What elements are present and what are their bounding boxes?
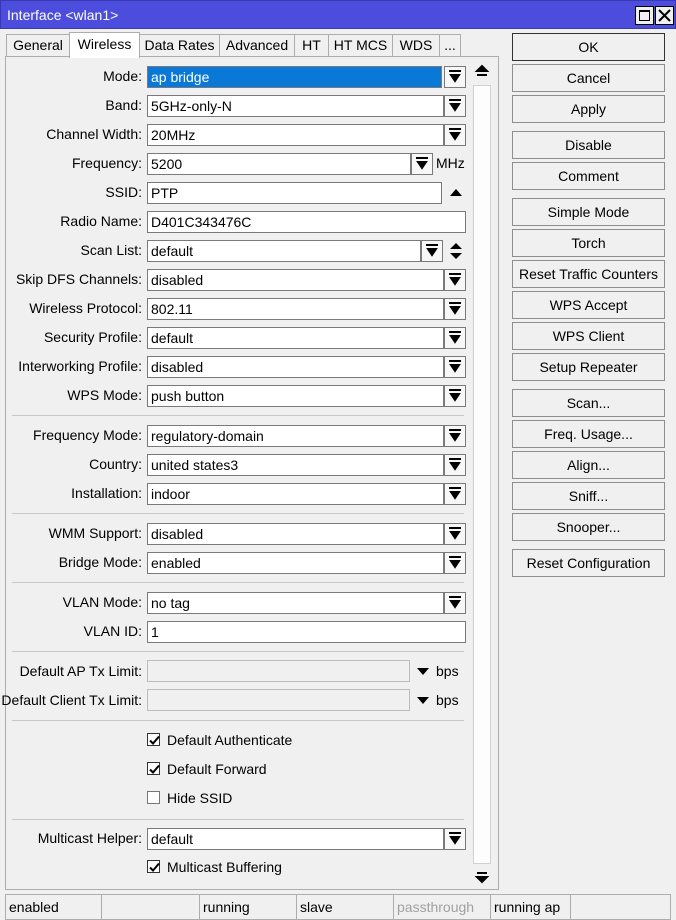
interworking-profile-dropdown-icon[interactable] — [444, 356, 466, 378]
band-select[interactable]: 5GHz-only-N — [147, 95, 444, 117]
ok-button[interactable]: OK — [512, 33, 665, 61]
skip-dfs-dropdown-icon[interactable] — [444, 269, 466, 291]
wmm-support-select[interactable]: disabled — [147, 523, 444, 545]
status-empty — [101, 894, 200, 920]
separator — [12, 720, 464, 721]
bridge-mode-select[interactable]: enabled — [147, 552, 444, 574]
default-forward-checkbox[interactable] — [147, 762, 160, 775]
interworking-profile-label: Interworking Profile: — [18, 358, 142, 374]
frequency-mode-label: Frequency Mode: — [33, 427, 142, 443]
wireless-protocol-label: Wireless Protocol: — [29, 300, 142, 316]
wps-mode-label: WPS Mode: — [67, 387, 142, 403]
status-slave: slave — [296, 894, 394, 920]
mode-label: Mode: — [103, 68, 142, 84]
freq-usage-button[interactable]: Freq. Usage... — [512, 420, 665, 448]
vlan-id-label: VLAN ID: — [83, 623, 142, 639]
hide-ssid-label: Hide SSID — [167, 790, 233, 806]
wps-accept-button[interactable]: WPS Accept — [512, 291, 665, 319]
multicast-helper-select[interactable]: default — [147, 828, 444, 850]
frequency-mode-dropdown-icon[interactable] — [444, 425, 466, 447]
bridge-mode-dropdown-icon[interactable] — [444, 552, 466, 574]
skip-dfs-label: Skip DFS Channels: — [15, 271, 142, 287]
wps-mode-select[interactable]: push button — [147, 385, 444, 407]
default-ap-tx-limit-input[interactable] — [147, 660, 410, 682]
mode-select[interactable]: ap bridge — [147, 66, 442, 88]
torch-button[interactable]: Torch — [512, 229, 665, 257]
default-ap-tx-limit-dropdown-icon[interactable] — [416, 665, 430, 679]
vlan-id-input[interactable]: 1 — [147, 621, 466, 643]
snooper-button[interactable]: Snooper... — [512, 513, 665, 541]
radio-name-input[interactable]: D401C343476C — [147, 211, 466, 233]
wps-mode-dropdown-icon[interactable] — [444, 385, 466, 407]
mode-dropdown-icon[interactable] — [444, 66, 466, 88]
default-client-tx-limit-dropdown-icon[interactable] — [416, 694, 430, 708]
multicast-buffering-checkbox[interactable] — [147, 860, 160, 873]
reset-traffic-counters-button[interactable]: Reset Traffic Counters — [512, 260, 665, 288]
installation-label: Installation: — [71, 485, 142, 501]
frequency-label: Frequency: — [71, 155, 142, 171]
radio-name-label: Radio Name: — [60, 213, 142, 229]
status-running-ap: running ap — [490, 894, 571, 920]
channel-width-select[interactable]: 20MHz — [147, 124, 444, 146]
status-enabled: enabled — [5, 894, 102, 920]
security-profile-dropdown-icon[interactable] — [444, 327, 466, 349]
frequency-mode-select[interactable]: regulatory-domain — [147, 425, 444, 447]
close-icon[interactable] — [655, 6, 674, 25]
align-button[interactable]: Align... — [512, 451, 665, 479]
country-dropdown-icon[interactable] — [444, 454, 466, 476]
window-title: Interface <wlan1> — [7, 7, 119, 23]
default-forward-label: Default Forward — [167, 761, 267, 777]
collapse-up-icon[interactable] — [449, 186, 463, 200]
separator — [12, 513, 464, 514]
bridge-mode-label: Bridge Mode: — [58, 554, 142, 570]
status-running: running — [199, 894, 297, 920]
default-authenticate-checkbox[interactable] — [147, 733, 160, 746]
simple-mode-button[interactable]: Simple Mode — [512, 198, 665, 226]
frequency-dropdown-icon[interactable] — [411, 153, 433, 175]
disable-button[interactable]: Disable — [512, 131, 665, 159]
default-client-tx-limit-unit: bps — [436, 692, 459, 708]
scan-list-select[interactable]: default — [147, 240, 421, 262]
installation-dropdown-icon[interactable] — [444, 483, 466, 505]
separator — [12, 582, 464, 583]
vertical-scrollbar[interactable] — [472, 63, 492, 886]
vlan-mode-label: VLAN Mode: — [62, 594, 142, 610]
separator — [12, 415, 464, 416]
default-ap-tx-limit-label: Default AP Tx Limit: — [19, 663, 142, 679]
vlan-mode-select[interactable]: no tag — [147, 592, 444, 614]
frequency-unit: MHz — [436, 155, 465, 171]
interworking-profile-select[interactable]: disabled — [147, 356, 444, 378]
scan-button[interactable]: Scan... — [512, 389, 665, 417]
band-label: Band: — [105, 97, 142, 113]
wireless-protocol-dropdown-icon[interactable] — [444, 298, 466, 320]
tab-ht-mcs[interactable]: HT MCS — [328, 34, 393, 57]
scan-list-label: Scan List: — [80, 242, 142, 258]
maximize-icon[interactable] — [635, 6, 654, 25]
frequency-select[interactable]: 5200 — [147, 153, 411, 175]
sniff-button[interactable]: Sniff... — [512, 482, 665, 510]
wmm-support-label: WMM Support: — [48, 525, 142, 541]
ssid-label: SSID: — [105, 184, 142, 200]
wireless-protocol-select[interactable]: 802.11 — [147, 298, 444, 320]
default-client-tx-limit-label: Default Client Tx Limit: — [1, 692, 142, 708]
default-authenticate-label: Default Authenticate — [167, 732, 293, 748]
tab-ht[interactable]: HT — [294, 34, 329, 57]
country-select[interactable]: united states3 — [147, 454, 444, 476]
security-profile-select[interactable]: default — [147, 327, 444, 349]
apply-button[interactable]: Apply — [512, 95, 665, 123]
security-profile-label: Security Profile: — [43, 329, 142, 345]
cancel-button[interactable]: Cancel — [512, 64, 665, 92]
tab-wireless[interactable]: Wireless — [69, 32, 140, 58]
separator — [12, 651, 464, 652]
setup-repeater-button[interactable]: Setup Repeater — [512, 353, 665, 381]
ssid-input[interactable]: PTP — [147, 182, 442, 204]
separator — [12, 819, 464, 820]
tab-general[interactable]: General — [6, 34, 70, 57]
reset-configuration-button[interactable]: Reset Configuration — [512, 549, 665, 577]
scroll-down-icon[interactable] — [472, 865, 492, 885]
channel-width-dropdown-icon[interactable] — [444, 124, 466, 146]
tab-wds[interactable]: WDS — [392, 34, 440, 57]
wps-client-button[interactable]: WPS Client — [512, 322, 665, 350]
wmm-support-dropdown-icon[interactable] — [444, 523, 466, 545]
installation-select[interactable]: indoor — [147, 483, 444, 505]
default-client-tx-limit-input[interactable] — [147, 689, 410, 711]
multicast-helper-label: Multicast Helper: — [37, 830, 142, 846]
tab-data-rates[interactable]: Data Rates — [139, 34, 220, 57]
tab-more[interactable]: ... — [439, 34, 461, 57]
vlan-mode-dropdown-icon[interactable] — [444, 592, 466, 614]
window-titlebar — [0, 0, 676, 29]
multicast-buffering-label: Multicast Buffering — [167, 859, 282, 875]
channel-width-label: Channel Width: — [46, 126, 142, 142]
default-ap-tx-limit-unit: bps — [436, 663, 459, 679]
status-extra — [570, 894, 671, 920]
hide-ssid-checkbox[interactable] — [147, 791, 160, 804]
scrollbar-thumb[interactable] — [473, 85, 491, 864]
status-passthrough: passthrough — [393, 894, 491, 920]
status-bar — [5, 894, 671, 920]
comment-button[interactable]: Comment — [512, 162, 665, 190]
country-label: Country: — [89, 456, 142, 472]
band-dropdown-icon[interactable] — [444, 95, 466, 117]
skip-dfs-select[interactable]: disabled — [147, 269, 444, 291]
up-down-arrows-icon[interactable] — [449, 242, 463, 260]
scroll-up-icon[interactable] — [472, 63, 492, 83]
tab-advanced[interactable]: Advanced — [219, 34, 295, 57]
multicast-helper-dropdown-icon[interactable] — [444, 828, 466, 850]
scan-list-dropdown-icon[interactable] — [421, 240, 443, 262]
